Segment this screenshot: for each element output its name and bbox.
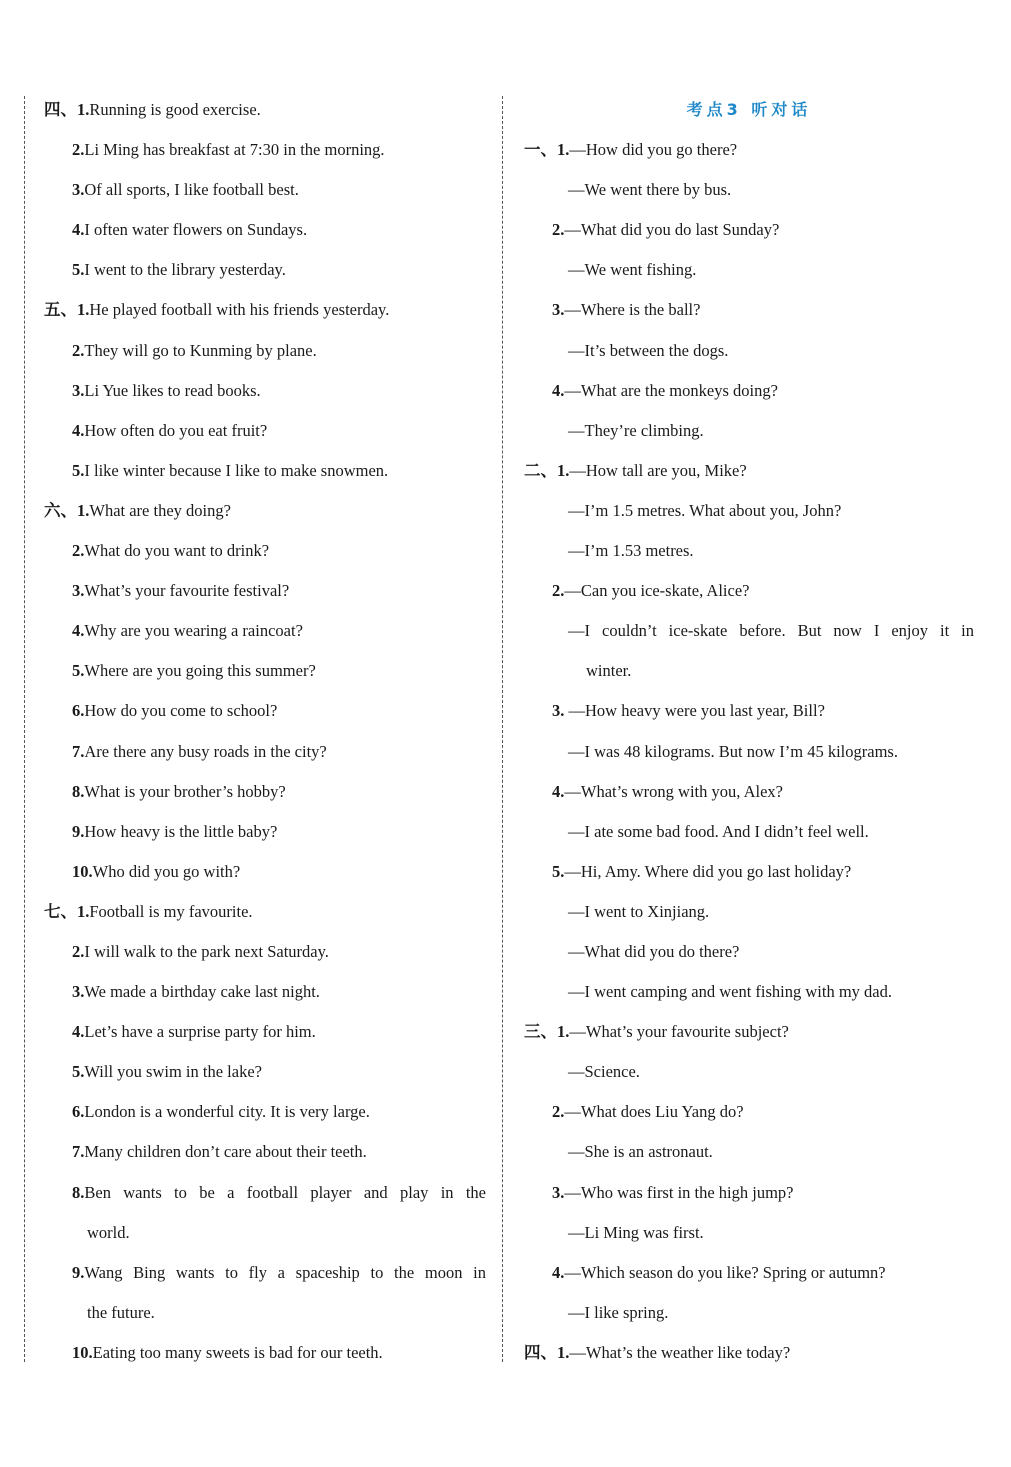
answer-line bbox=[524, 371, 974, 411]
item-number: 2. bbox=[72, 140, 85, 160]
answer-line bbox=[44, 772, 486, 812]
answer-line bbox=[44, 1293, 486, 1333]
answer-text: Why are you wearing a raincoat? bbox=[84, 621, 303, 641]
answer-text: —It’s between the dogs. bbox=[568, 340, 729, 360]
item-number: 1. bbox=[77, 100, 90, 119]
answer-text: Running is good exercise. bbox=[89, 100, 261, 119]
item-number: 1. bbox=[77, 901, 90, 921]
answer-text: Will you swim in the lake? bbox=[84, 1062, 262, 1082]
item-number: 9. bbox=[72, 821, 85, 841]
answer-text: They will go to Kunming by plane. bbox=[84, 340, 317, 360]
answer-text: —I’m 1.5 metres. What about you, John? bbox=[568, 500, 842, 520]
section-marker: 五、 bbox=[44, 300, 77, 320]
item-number: 5. bbox=[72, 460, 85, 480]
answer-text: —I went to Xinjiang. bbox=[568, 901, 710, 921]
answer-line bbox=[524, 691, 974, 731]
answer-line bbox=[524, 1092, 974, 1132]
answer-text: —What’s your favourite subject? bbox=[569, 1022, 789, 1042]
answer-line bbox=[524, 1052, 974, 1092]
answer-line bbox=[524, 1333, 974, 1373]
answer-text: Let’s have a surprise party for him. bbox=[84, 1022, 316, 1042]
answer-line bbox=[524, 1293, 974, 1333]
answer-line bbox=[44, 491, 486, 531]
answer-text: —I couldn’t ice-skate before. But now I enjoy it in bbox=[568, 621, 974, 641]
answer-text: —How heavy were you last year, Bill? bbox=[564, 701, 825, 721]
answer-line bbox=[524, 1173, 974, 1213]
answer-line bbox=[44, 170, 486, 210]
section-marker: 一、 bbox=[524, 140, 557, 160]
answer-line bbox=[524, 932, 974, 972]
item-number: 7. bbox=[72, 1142, 85, 1162]
section-marker: 七、 bbox=[44, 901, 77, 921]
answer-text: Li Yue likes to read books. bbox=[84, 380, 261, 400]
answer-line bbox=[44, 651, 486, 691]
item-number: 2. bbox=[552, 581, 565, 601]
item-number: 8. bbox=[72, 1182, 85, 1202]
item-number: 4. bbox=[72, 621, 85, 641]
answer-text: —We went fishing. bbox=[568, 260, 697, 280]
answer-line bbox=[44, 691, 486, 731]
answer-line bbox=[44, 1012, 486, 1052]
answer-text: the future. bbox=[87, 1302, 155, 1322]
answer-line bbox=[524, 972, 974, 1012]
answer-line bbox=[44, 892, 486, 932]
answer-text: I like winter because I like to make snowmen. bbox=[84, 460, 389, 480]
answer-text: —What’s the weather like today? bbox=[569, 1342, 791, 1362]
item-number: 1. bbox=[557, 460, 570, 480]
answer-line bbox=[44, 1213, 486, 1253]
answer-line bbox=[524, 772, 974, 812]
answer-text: Wang Bing wants to fly a spaceship to the moon in bbox=[84, 1262, 486, 1282]
answer-line bbox=[44, 852, 486, 892]
item-number: 3. bbox=[552, 1182, 565, 1202]
answer-text: —I was 48 kilograms. But now I’m 45 kilograms. bbox=[568, 741, 898, 761]
answer-text: —What are the monkeys doing? bbox=[564, 380, 778, 400]
item-number: 5. bbox=[552, 861, 565, 881]
item-number: 5. bbox=[72, 260, 85, 280]
left-dashed-rule bbox=[24, 96, 25, 1362]
answer-text: I went to the library yesterday. bbox=[84, 260, 286, 280]
answer-text: Eating too many sweets is bad for our teeth. bbox=[92, 1342, 383, 1362]
item-number: 3. bbox=[72, 982, 85, 1002]
answer-line bbox=[524, 290, 974, 330]
item-number: 5. bbox=[72, 661, 85, 681]
answer-text: London is a wonderful city. It is very large. bbox=[84, 1102, 370, 1122]
answer-line bbox=[44, 411, 486, 451]
answer-text: —I’m 1.53 metres. bbox=[568, 541, 694, 561]
answer-text: How do you come to school? bbox=[84, 701, 278, 721]
answer-line bbox=[524, 451, 974, 491]
item-number: 1. bbox=[557, 140, 570, 160]
answer-line bbox=[44, 250, 486, 290]
answer-line bbox=[44, 611, 486, 651]
answer-line bbox=[44, 1092, 486, 1132]
section-marker: 四、 bbox=[44, 100, 77, 119]
answer-line bbox=[44, 331, 486, 371]
answer-text: —Who was first in the high jump? bbox=[564, 1182, 794, 1202]
answer-text: —Which season do you like? Spring or autumn? bbox=[564, 1262, 886, 1282]
item-number: 3. bbox=[72, 180, 85, 200]
answer-text: —She is an astronaut. bbox=[568, 1142, 713, 1162]
item-number: 7. bbox=[72, 741, 85, 761]
answer-line bbox=[44, 1132, 486, 1172]
answer-text: Where are you going this summer? bbox=[84, 661, 316, 681]
answer-line bbox=[524, 170, 974, 210]
answer-text: —What did you do there? bbox=[568, 941, 740, 961]
answer-line bbox=[524, 571, 974, 611]
answer-text: world. bbox=[87, 1222, 130, 1242]
item-number: 4. bbox=[552, 1262, 565, 1282]
answer-text: —Li Ming was first. bbox=[568, 1222, 704, 1242]
answer-line bbox=[524, 732, 974, 772]
item-number: 2. bbox=[552, 1102, 565, 1122]
item-number: 4. bbox=[552, 380, 565, 400]
item-number: 4. bbox=[72, 220, 85, 240]
answer-text: What’s your favourite festival? bbox=[84, 581, 290, 601]
answer-text: —What does Liu Yang do? bbox=[564, 1102, 744, 1122]
answer-text: We made a birthday cake last night. bbox=[84, 982, 320, 1002]
answer-line bbox=[524, 250, 974, 290]
answer-text: winter. bbox=[586, 661, 632, 681]
item-number: 1. bbox=[557, 1022, 570, 1042]
answer-text: Are there any busy roads in the city? bbox=[84, 741, 327, 761]
section-marker: 六、 bbox=[44, 500, 77, 520]
answer-line bbox=[524, 331, 974, 371]
answer-text: —I ate some bad food. And I didn’t feel well. bbox=[568, 821, 869, 841]
answer-text: —Science. bbox=[568, 1062, 640, 1082]
item-number: 3. bbox=[72, 380, 85, 400]
answer-text: Li Ming has breakfast at 7:30 in the morning. bbox=[84, 140, 385, 160]
item-number: 8. bbox=[72, 781, 85, 801]
answer-column-left bbox=[44, 90, 486, 1373]
item-number: 6. bbox=[72, 701, 85, 721]
answer-line bbox=[44, 1173, 486, 1213]
item-number: 3. bbox=[552, 701, 565, 721]
item-number: 1. bbox=[77, 300, 90, 320]
answer-line bbox=[44, 210, 486, 250]
answer-line bbox=[524, 1012, 974, 1052]
answer-line bbox=[524, 651, 974, 691]
answer-line bbox=[44, 571, 486, 611]
answer-text: —We went there by bus. bbox=[568, 180, 732, 200]
answer-text: —Hi, Amy. Where did you go last holiday? bbox=[564, 861, 852, 881]
answer-line bbox=[44, 451, 486, 491]
answer-text: Ben wants to be a football player and play in the bbox=[84, 1182, 486, 1202]
item-number: 1. bbox=[77, 500, 90, 520]
answer-line bbox=[524, 531, 974, 571]
answer-line bbox=[44, 130, 486, 170]
answer-text: How heavy is the little baby? bbox=[84, 821, 278, 841]
answer-text: Of all sports, I like football best. bbox=[84, 180, 299, 200]
answer-line bbox=[44, 932, 486, 972]
item-number: 2. bbox=[72, 541, 85, 561]
answer-line bbox=[524, 210, 974, 250]
answer-line bbox=[44, 972, 486, 1012]
answer-text: What is your brother’s hobby? bbox=[84, 781, 286, 801]
answer-line bbox=[44, 531, 486, 571]
answer-line bbox=[524, 892, 974, 932]
center-dashed-rule bbox=[502, 96, 503, 1362]
item-number: 4. bbox=[72, 420, 85, 440]
answer-text: What do you want to drink? bbox=[84, 541, 270, 561]
answer-text: Football is my favourite. bbox=[89, 901, 253, 921]
answer-text: Many children don’t care about their teeth. bbox=[84, 1142, 367, 1162]
answer-line bbox=[524, 852, 974, 892]
answer-text: —How did you go there? bbox=[569, 140, 738, 160]
item-number: 2. bbox=[72, 941, 85, 961]
answer-line bbox=[524, 611, 974, 651]
answer-line bbox=[44, 371, 486, 411]
section-marker: 三、 bbox=[524, 1022, 557, 1042]
item-number: 3. bbox=[72, 581, 85, 601]
item-number: 1. bbox=[557, 1342, 570, 1362]
answer-text: —What’s wrong with you, Alex? bbox=[564, 781, 783, 801]
item-number: 9. bbox=[72, 1262, 85, 1282]
item-number: 3. bbox=[552, 300, 565, 320]
section-heading: 考点3 听对话 bbox=[686, 100, 812, 119]
answer-column-right bbox=[524, 90, 974, 1373]
answer-text: —Where is the ball? bbox=[564, 300, 701, 320]
answer-line bbox=[524, 411, 974, 451]
answer-line bbox=[524, 1213, 974, 1253]
answer-line bbox=[44, 812, 486, 852]
item-number: 2. bbox=[552, 220, 565, 240]
answer-text: I will walk to the park next Saturday. bbox=[84, 941, 329, 961]
answer-line bbox=[524, 491, 974, 531]
answer-line bbox=[524, 1253, 974, 1293]
item-number: 2. bbox=[72, 340, 85, 360]
answer-text: —How tall are you, Mike? bbox=[569, 460, 747, 480]
answer-text: —Can you ice-skate, Alice? bbox=[564, 581, 750, 601]
item-number: 10. bbox=[72, 1342, 93, 1362]
answer-text: I often water flowers on Sundays. bbox=[84, 220, 308, 240]
item-number: 5. bbox=[72, 1062, 85, 1082]
answer-line bbox=[44, 290, 486, 330]
section-marker: 四、 bbox=[524, 1342, 557, 1362]
item-number: 4. bbox=[552, 781, 565, 801]
answer-line bbox=[44, 1052, 486, 1092]
answer-line bbox=[44, 90, 486, 130]
answer-text: He played football with his friends yesterday. bbox=[89, 300, 390, 320]
answer-text: —They’re climbing. bbox=[568, 420, 704, 440]
answer-line bbox=[44, 1253, 486, 1293]
answer-line bbox=[44, 1333, 486, 1373]
answer-text: —What did you do last Sunday? bbox=[564, 220, 780, 240]
answer-line bbox=[524, 1132, 974, 1172]
item-number: 10. bbox=[72, 861, 93, 881]
answer-text: What are they doing? bbox=[89, 500, 231, 520]
answer-text: —I like spring. bbox=[568, 1302, 669, 1322]
answer-line bbox=[524, 130, 974, 170]
answer-line bbox=[44, 732, 486, 772]
answer-line bbox=[524, 812, 974, 852]
answer-text: Who did you go with? bbox=[92, 861, 241, 881]
answer-text: How often do you eat fruit? bbox=[84, 420, 268, 440]
item-number: 6. bbox=[72, 1102, 85, 1122]
section-marker: 二、 bbox=[524, 460, 557, 480]
answer-text: —I went camping and went fishing with my dad. bbox=[568, 982, 892, 1002]
item-number: 4. bbox=[72, 1022, 85, 1042]
